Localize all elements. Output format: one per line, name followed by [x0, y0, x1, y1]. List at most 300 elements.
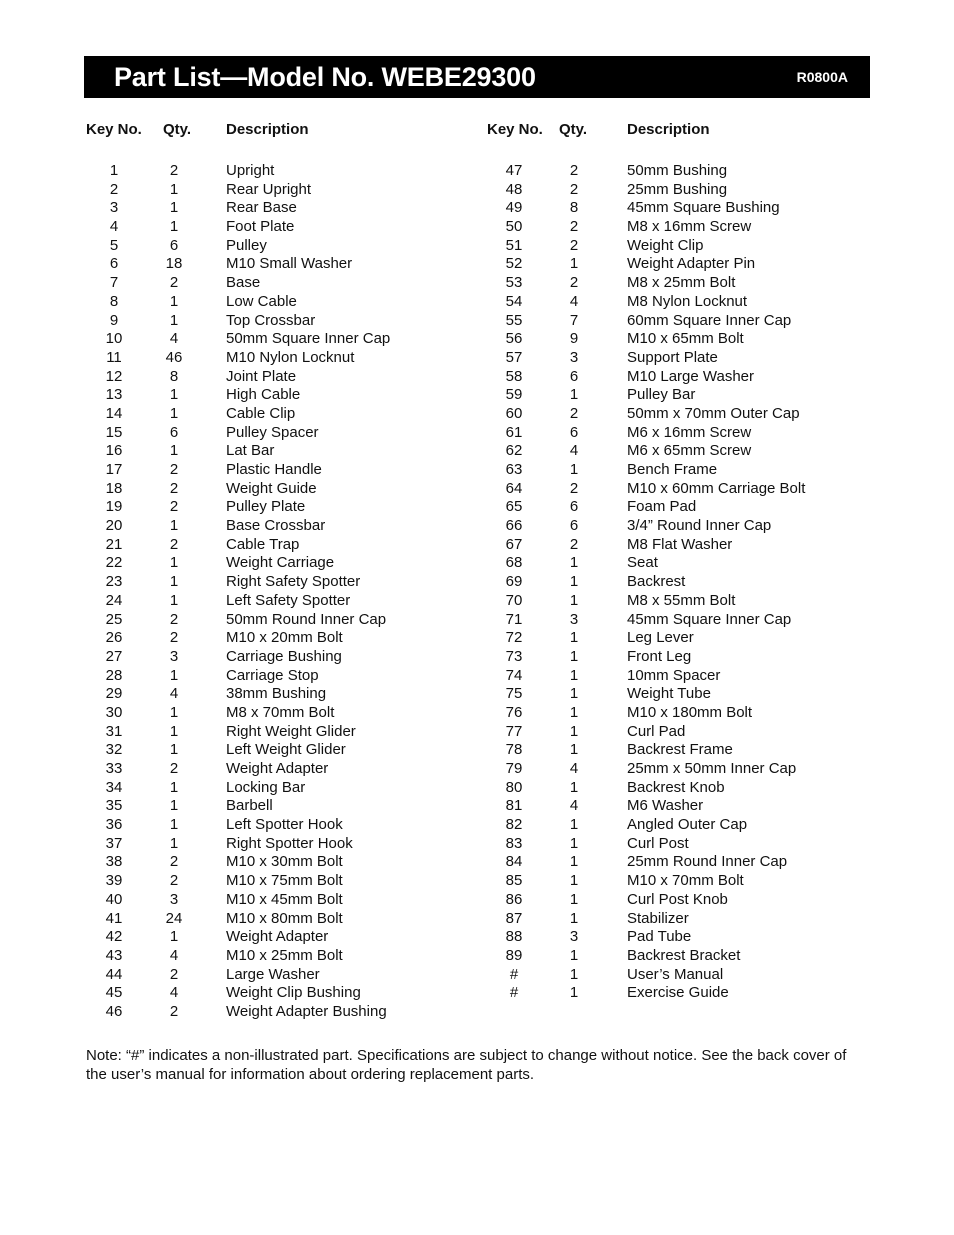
key-number: 73 [505, 647, 523, 665]
description: Weight Guide [226, 479, 317, 497]
parts-row [0, 910, 470, 929]
description: M6 Washer [627, 797, 704, 815]
header-key-no-right: Key No. [487, 121, 543, 138]
key-number: 82 [505, 816, 523, 834]
description: Weight Clip Bushing [226, 984, 361, 1002]
description: M10 Small Washer [226, 255, 353, 273]
key-number: 65 [505, 498, 523, 516]
description: 38mm Bushing [226, 685, 327, 703]
key-number: 13 [105, 386, 123, 404]
description: Pad Tube [627, 928, 692, 946]
parts-row [0, 461, 470, 480]
quantity: 1 [169, 703, 179, 721]
description: Low Cable [226, 292, 297, 310]
key-number: 88 [505, 928, 523, 946]
key-number: 1 [109, 162, 119, 179]
description: M8 Flat Washer [627, 535, 733, 553]
parts-row [470, 667, 910, 686]
quantity: 1 [169, 311, 179, 329]
parts-row [470, 760, 910, 779]
parts-row [470, 218, 910, 237]
key-number: 6 [109, 255, 119, 273]
description: M10 x 45mm Bolt [226, 890, 343, 908]
quantity: 1 [169, 797, 179, 815]
description: M10 x 25mm Bolt [226, 946, 343, 964]
key-number: 46 [105, 1002, 123, 1020]
parts-row [470, 517, 910, 536]
key-number: 9 [109, 311, 119, 329]
quantity: 1 [169, 180, 179, 198]
key-number: 30 [105, 703, 123, 721]
parts-row [470, 293, 910, 312]
key-number: 48 [505, 180, 523, 198]
description: M6 x 16mm Screw [627, 423, 752, 441]
key-number: 20 [105, 517, 123, 535]
parts-row [470, 611, 910, 630]
parts-row [0, 816, 470, 835]
quantity: 1 [169, 554, 179, 572]
quantity: 1 [569, 722, 579, 740]
quantity: 3 [169, 890, 179, 908]
description: Pulley Spacer [226, 423, 319, 441]
description: 45mm Square Bushing [627, 199, 780, 217]
key-number: 84 [505, 853, 523, 871]
quantity: 1 [169, 722, 179, 740]
parts-row [470, 480, 910, 499]
description: Stabilizer [627, 909, 689, 927]
description: M10 x 75mm Bolt [226, 872, 343, 890]
parts-row [0, 648, 470, 667]
key-number: # [509, 984, 519, 1002]
key-number: 61 [505, 423, 523, 441]
quantity: 1 [569, 461, 579, 478]
parts-row [0, 723, 470, 742]
header-description-left: Description [226, 121, 309, 138]
description: Joint Plate [226, 367, 297, 385]
description: Backrest Knob [627, 778, 725, 796]
parts-row [470, 424, 910, 443]
key-number: 31 [105, 722, 123, 740]
description: Pulley Bar [627, 386, 696, 404]
description: Support Plate [627, 348, 718, 366]
key-number: 14 [105, 404, 123, 422]
parts-row [0, 573, 470, 592]
description: Backrest Bracket [627, 946, 741, 964]
description: 25mm x 50mm Inner Cap [627, 760, 797, 777]
description: Rear Base [226, 199, 297, 217]
description: 45mm Square Inner Cap [627, 610, 792, 628]
quantity: 2 [169, 872, 179, 890]
description: Left Spotter Hook [226, 816, 343, 834]
footnote: Note: “#” indicates a non-illustrated part. Specifications are subject to change without notice. See the back cover of the user’s manual for information about ordering replacement parts. [86, 1047, 847, 1083]
quantity: 1 [569, 834, 579, 852]
key-number: 47 [505, 162, 523, 179]
key-number: 66 [505, 517, 523, 535]
parts-row [470, 947, 910, 966]
quantity: 1 [569, 778, 579, 796]
quantity: 2 [169, 760, 179, 777]
quantity: 2 [169, 629, 179, 647]
key-number: 29 [105, 685, 123, 703]
quantity: 1 [569, 573, 579, 591]
description: 25mm Bushing [627, 180, 728, 198]
parts-row [0, 928, 470, 947]
quantity: 1 [169, 666, 179, 684]
description: Large Washer [226, 965, 320, 983]
parts-row [470, 573, 910, 592]
parts-row [0, 517, 470, 536]
key-number: 23 [105, 573, 123, 591]
description: Right Safety Spotter [226, 573, 361, 591]
description: M10 x 30mm Bolt [226, 853, 343, 871]
description: Left Weight Glider [226, 741, 346, 759]
quantity: 2 [169, 274, 179, 292]
parts-row [470, 629, 910, 648]
page-title: Part List—Model No. WEBE29300 [114, 62, 536, 92]
key-number: 5 [109, 236, 119, 254]
quantity: 2 [569, 404, 579, 422]
parts-row [0, 405, 470, 424]
quantity: 2 [169, 498, 179, 516]
key-number: 68 [505, 554, 523, 572]
key-number: 70 [505, 591, 523, 609]
description: Bench Frame [627, 461, 718, 478]
key-number: 17 [105, 461, 123, 478]
quantity: 2 [569, 236, 579, 254]
parts-row [470, 984, 910, 1003]
parts-row [470, 330, 910, 349]
parts-row [470, 181, 910, 200]
key-number: 18 [105, 479, 123, 497]
description: Cable Clip [226, 404, 296, 422]
quantity: 1 [569, 741, 579, 759]
key-number: 80 [505, 778, 523, 796]
parts-row [0, 442, 470, 461]
quantity: 1 [569, 386, 579, 404]
description: 25mm Round Inner Cap [627, 853, 788, 871]
quantity: 1 [169, 741, 179, 759]
quantity: 46 [165, 348, 183, 366]
description: Curl Post [627, 834, 689, 852]
description: Foam Pad [627, 498, 697, 516]
quantity: 2 [569, 218, 579, 236]
parts-row [0, 218, 470, 237]
key-number: 28 [105, 666, 123, 684]
description: Backrest Frame [627, 741, 733, 759]
parts-row [0, 386, 470, 405]
parts-row [470, 648, 910, 667]
parts-row [470, 162, 910, 181]
parts-row [470, 312, 910, 331]
key-number: 24 [105, 591, 123, 609]
parts-row [0, 424, 470, 443]
key-number: 87 [505, 909, 523, 927]
parts-row [0, 891, 470, 910]
key-number: 85 [505, 872, 523, 890]
quantity: 3 [569, 610, 579, 628]
quantity: 1 [169, 778, 179, 796]
quantity: 2 [169, 1002, 179, 1020]
description: Cable Trap [226, 535, 300, 553]
description: 50mm Square Inner Cap [226, 330, 391, 348]
description: Lat Bar [226, 442, 275, 460]
quantity: 6 [169, 236, 179, 254]
key-number: 76 [505, 703, 523, 721]
parts-row [470, 835, 910, 854]
key-number: 11 [106, 348, 122, 366]
parts-row [470, 723, 910, 742]
parts-row [470, 704, 910, 723]
description: Backrest [627, 573, 686, 591]
key-number: 83 [505, 834, 523, 852]
key-number: 58 [505, 367, 523, 385]
quantity: 4 [569, 292, 579, 310]
parts-row [0, 274, 470, 293]
quantity: 1 [569, 984, 579, 1002]
key-number: 56 [505, 330, 523, 348]
quantity: 1 [169, 442, 179, 460]
parts-row [0, 629, 470, 648]
description: Front Leg [627, 647, 692, 665]
description: Base [226, 274, 261, 292]
description: Plastic Handle [226, 461, 322, 478]
quantity: 1 [569, 703, 579, 721]
key-number: 57 [505, 348, 523, 366]
quantity: 1 [169, 292, 179, 310]
key-number: 27 [105, 647, 123, 665]
key-number: 63 [505, 461, 523, 478]
quantity: 1 [569, 853, 579, 871]
parts-row [0, 480, 470, 499]
parts-row [0, 611, 470, 630]
parts-row [0, 592, 470, 611]
key-number: 51 [505, 236, 523, 254]
parts-row [0, 237, 470, 256]
quantity: 1 [169, 573, 179, 591]
key-number: 78 [505, 741, 523, 759]
key-number: 32 [105, 741, 123, 759]
key-number: 60 [505, 404, 523, 422]
description: Weight Adapter [226, 928, 329, 946]
description: 10mm Spacer [627, 666, 721, 684]
key-number: 53 [505, 274, 523, 292]
description: M8 Nylon Locknut [627, 292, 748, 310]
key-number: 69 [505, 573, 523, 591]
key-number: 64 [505, 479, 523, 497]
key-number: 21 [105, 535, 123, 553]
key-number: 62 [505, 442, 523, 460]
key-number: 86 [505, 890, 523, 908]
parts-row [0, 779, 470, 798]
key-number: 36 [105, 816, 123, 834]
description: M10 Large Washer [627, 367, 755, 385]
description: Exercise Guide [627, 984, 729, 1002]
parts-row [0, 293, 470, 312]
description: M8 x 70mm Bolt [226, 703, 335, 721]
parts-row [0, 536, 470, 555]
key-number: 81 [505, 797, 523, 815]
description: M10 x 80mm Bolt [226, 909, 343, 927]
parts-row [0, 760, 470, 779]
header-description-right: Description [627, 121, 710, 138]
quantity: 1 [569, 554, 579, 572]
quantity: 6 [569, 367, 579, 385]
parts-row [0, 330, 470, 349]
quantity: 6 [569, 423, 579, 441]
quantity: 1 [169, 199, 179, 217]
description: Weight Adapter [226, 760, 329, 777]
key-number: 8 [109, 292, 119, 310]
key-number: 42 [105, 928, 123, 946]
parts-row [0, 853, 470, 872]
description: Weight Clip [627, 236, 704, 254]
parts-row [470, 498, 910, 517]
description: M8 x 16mm Screw [627, 218, 752, 236]
quantity: 1 [569, 647, 579, 665]
key-number: # [509, 965, 519, 983]
description: M10 x 20mm Bolt [226, 629, 343, 647]
quantity: 1 [569, 591, 579, 609]
key-number: 45 [105, 984, 123, 1002]
parts-row [470, 816, 910, 835]
parts-row [470, 199, 910, 218]
quantity: 2 [169, 162, 179, 179]
quantity: 1 [169, 386, 179, 404]
quantity: 3 [569, 348, 579, 366]
title-banner [84, 56, 870, 98]
parts-row [0, 554, 470, 573]
parts-row [0, 181, 470, 200]
quantity: 18 [165, 255, 183, 273]
description: Curl Post Knob [627, 890, 728, 908]
header-qty-left: Qty. [163, 121, 192, 138]
description: Angled Outer Cap [627, 816, 748, 834]
description: M10 x 65mm Bolt [627, 330, 744, 348]
description: Upright [226, 162, 275, 179]
document-code: R0800A [796, 69, 848, 85]
key-number: 72 [505, 629, 523, 647]
parts-row [0, 704, 470, 723]
parts-row [0, 312, 470, 331]
quantity: 8 [169, 367, 179, 385]
key-number: 71 [505, 610, 523, 628]
description: Weight Carriage [226, 554, 335, 572]
quantity: 4 [569, 442, 579, 460]
description: M8 x 55mm Bolt [627, 591, 736, 609]
parts-row [0, 797, 470, 816]
quantity: 2 [169, 853, 179, 871]
description: 60mm Square Inner Cap [627, 311, 792, 329]
key-number: 35 [105, 797, 123, 815]
key-number: 41 [105, 909, 123, 927]
key-number: 10 [105, 330, 123, 348]
quantity: 6 [169, 423, 179, 441]
description: User’s Manual [627, 965, 724, 983]
description: Pulley [226, 236, 267, 254]
quantity: 4 [169, 685, 179, 703]
parts-row [0, 872, 470, 891]
parts-row [470, 255, 910, 274]
parts-row [0, 835, 470, 854]
key-number: 16 [105, 442, 123, 460]
description: Seat [627, 554, 658, 572]
parts-row [0, 1003, 470, 1022]
quantity: 1 [569, 685, 579, 703]
quantity: 1 [569, 909, 579, 927]
quantity: 1 [569, 255, 579, 273]
description: M10 x 60mm Carriage Bolt [627, 479, 806, 497]
parts-row [470, 891, 910, 910]
key-number: 15 [105, 423, 123, 441]
quantity: 1 [169, 816, 179, 834]
description: Weight Adapter Pin [627, 255, 756, 273]
parts-row [470, 741, 910, 760]
description: M10 x 180mm Bolt [627, 703, 753, 721]
quantity: 2 [169, 479, 179, 497]
description: Weight Adapter Bushing [226, 1002, 387, 1020]
parts-row [470, 274, 910, 293]
description: Carriage Bushing [226, 647, 342, 665]
quantity: 1 [569, 629, 579, 647]
header-key-no-left: Key No. [86, 121, 142, 138]
quantity: 1 [569, 890, 579, 908]
description: Top Crossbar [226, 311, 316, 329]
quantity: 1 [169, 928, 179, 946]
key-number: 39 [105, 872, 123, 890]
quantity: 4 [169, 330, 179, 348]
parts-row [470, 910, 910, 929]
quantity: 2 [569, 479, 579, 497]
quantity: 3 [569, 928, 579, 946]
quantity: 4 [569, 760, 579, 777]
quantity: 4 [169, 984, 179, 1002]
key-number: 43 [105, 946, 123, 964]
header-qty-right: Qty. [559, 121, 588, 138]
parts-row [0, 741, 470, 760]
description: Rear Upright [226, 180, 312, 198]
key-number: 37 [105, 834, 123, 852]
key-number: 79 [505, 760, 523, 777]
parts-row [470, 928, 910, 947]
parts-row [0, 255, 470, 274]
key-number: 67 [505, 535, 523, 553]
parts-row [0, 349, 470, 368]
parts-row [470, 592, 910, 611]
description: Left Safety Spotter [226, 591, 351, 609]
quantity: 1 [569, 965, 579, 983]
quantity: 1 [169, 218, 179, 236]
key-number: 25 [105, 610, 123, 628]
parts-row [470, 461, 910, 480]
key-number: 44 [105, 965, 123, 983]
description: Barbell [226, 797, 273, 815]
description: M10 Nylon Locknut [226, 348, 355, 366]
description: Locking Bar [226, 778, 306, 796]
description: Carriage Stop [226, 666, 319, 684]
quantity: 6 [569, 517, 579, 535]
parts-row [0, 498, 470, 517]
parts-row [470, 386, 910, 405]
key-number: 19 [105, 498, 123, 516]
quantity: 1 [569, 946, 579, 964]
quantity: 2 [169, 461, 179, 478]
parts-row [0, 947, 470, 966]
description: Curl Pad [627, 722, 686, 740]
quantity: 1 [169, 591, 179, 609]
parts-row [470, 797, 910, 816]
parts-row [470, 685, 910, 704]
quantity: 3 [169, 647, 179, 665]
